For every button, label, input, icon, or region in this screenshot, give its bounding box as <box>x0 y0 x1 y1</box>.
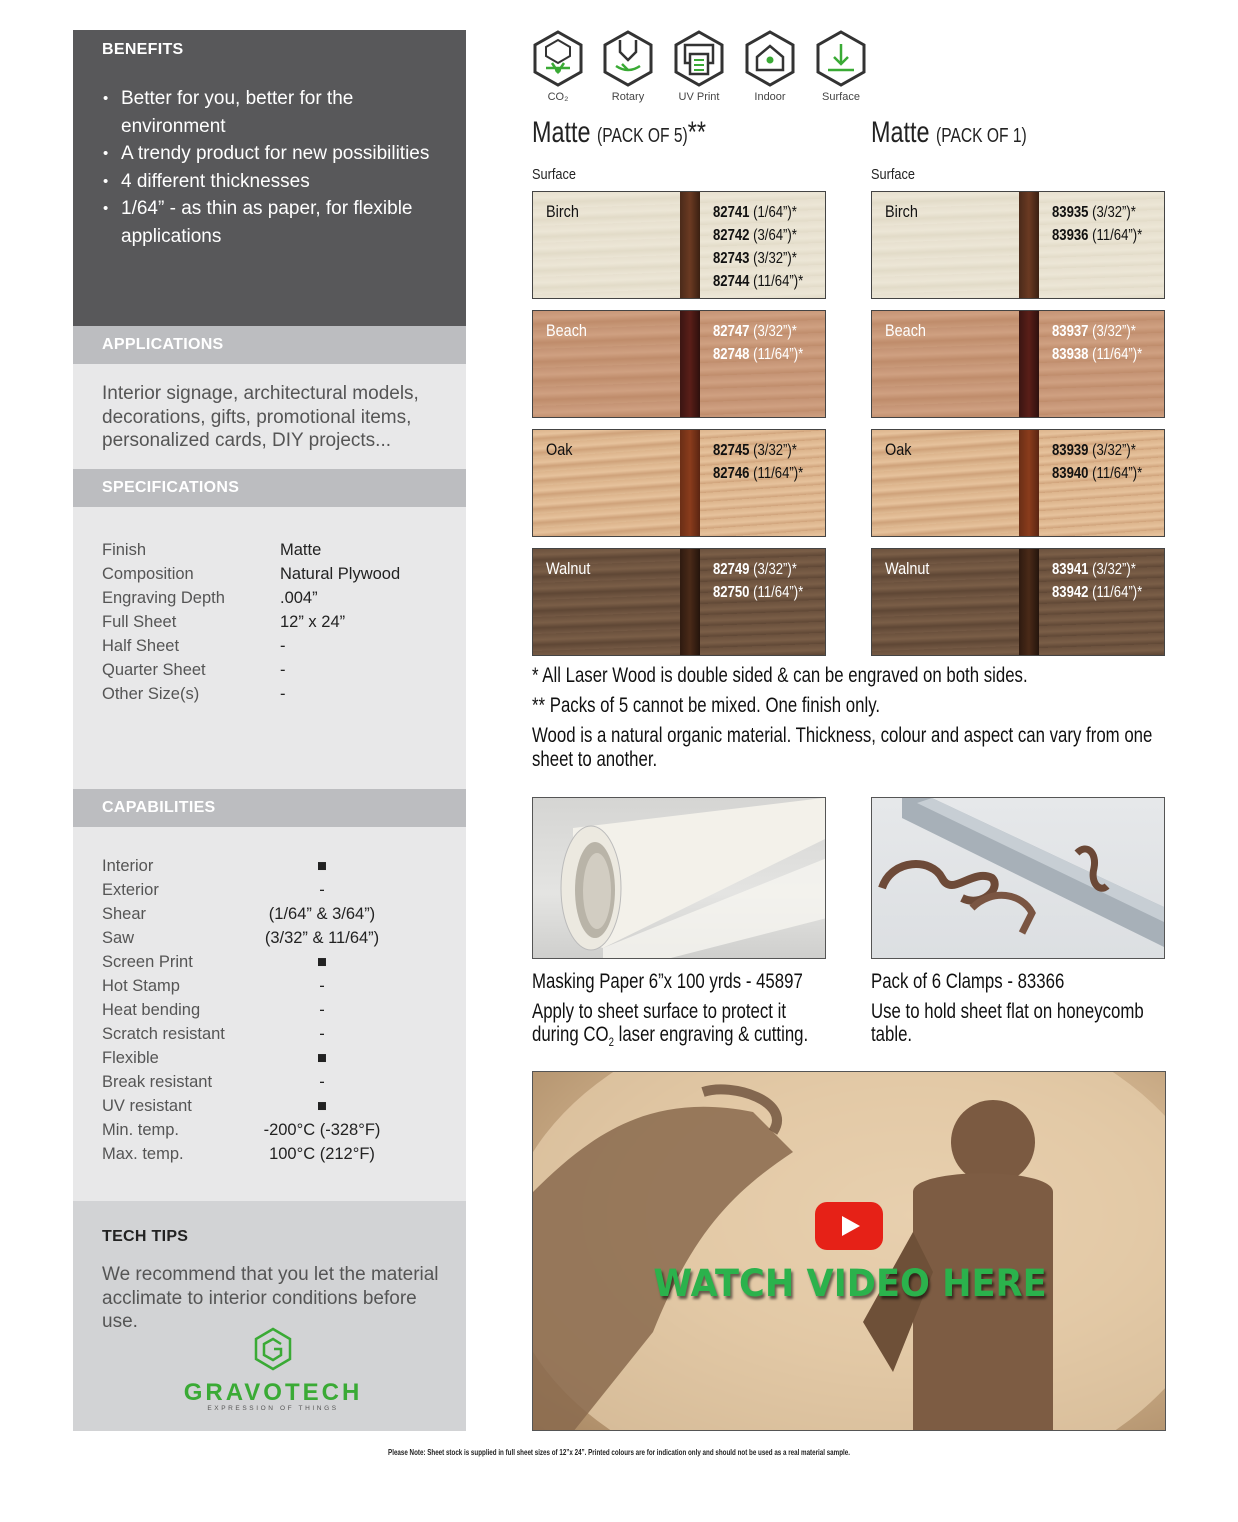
capabilities-table <box>102 857 442 1169</box>
gravotech-logo[interactable] <box>183 1327 363 1417</box>
cap-row <box>102 953 442 977</box>
cap-value: (3/32” & 11/64”) <box>264 929 380 947</box>
icon-label: Surface <box>822 91 860 103</box>
swatch-codes: 82745 (3/32”)* 82746 (11/64”)* <box>713 442 804 482</box>
logo-wordmark: GRAVOTECH <box>183 1379 363 1406</box>
icon-label: Rotary <box>611 91 645 103</box>
cap-row <box>102 1001 442 1025</box>
spec-row <box>102 613 442 637</box>
spec-value: Natural Plywood <box>280 565 401 583</box>
spec-row <box>102 541 442 565</box>
note-line: Wood is a natural organic material. Thickness, colour and aspect can vary from one sheet to another. <box>532 724 1153 771</box>
spec-row <box>102 589 442 613</box>
spec-key: Other Size(s) <box>102 685 200 703</box>
capabilities-header <box>73 789 466 827</box>
specifications-title: SPECIFICATIONS <box>102 479 240 496</box>
note-line: ** Packs of 5 cannot be mixed. One finish only. <box>532 694 881 717</box>
cap-row <box>102 977 442 1001</box>
pack1-heading <box>871 116 1071 150</box>
cap-value: ■ <box>317 857 327 875</box>
cap-value: - <box>319 1073 325 1091</box>
swatch-codes: 83937 (3/32”)* 83938 (11/64”)* <box>1052 323 1143 363</box>
spec-value: - <box>280 685 286 703</box>
swatch-wood-name: Beach <box>885 321 926 340</box>
cap-key: Hot Stamp <box>102 977 180 995</box>
pack5-heading <box>532 116 755 150</box>
swatch-wood-name: Walnut <box>546 559 591 578</box>
spec-value: Matte <box>280 541 322 559</box>
swatch-wood-name: Birch <box>885 202 918 221</box>
swatch-oak[interactable] <box>871 429 1165 537</box>
cap-key: Min. temp. <box>102 1121 180 1139</box>
swatch-wood-name: Oak <box>546 440 573 459</box>
clamps-image[interactable] <box>871 797 1165 959</box>
clamps-title: Pack of 6 Clamps - 83366 <box>871 970 1065 993</box>
pack5-title: Matte (PACK OF 5)** <box>532 116 706 149</box>
spec-value: - <box>280 637 286 655</box>
video-thumbnail[interactable] <box>532 1071 1166 1431</box>
swatch-walnut[interactable] <box>871 548 1165 656</box>
swatch-wood-name: Birch <box>546 202 579 221</box>
icon-label: CO₂ <box>547 91 569 103</box>
swatch-codes: 82741 (1/64”)* 82742 (3/64”)* 82743 (3/32”)* 82744 (11/64”)* <box>713 204 804 290</box>
spec-row <box>102 685 442 709</box>
left-sidebar <box>73 30 466 1431</box>
swatch-birch[interactable] <box>871 191 1165 299</box>
cap-row <box>102 881 442 905</box>
cap-key: Flexible <box>102 1049 159 1067</box>
spec-key: Finish <box>102 541 147 559</box>
notes <box>532 664 1232 778</box>
cap-value: ■ <box>317 953 327 971</box>
clamps-desc: Use to hold sheet flat on honeycomb table. <box>871 999 1144 1046</box>
logo-tagline: EXPRESSION OF THINGS <box>207 1405 339 1412</box>
icon-label: Indoor <box>754 91 786 103</box>
benefit-item: • A trendy product for new possibilities <box>103 140 453 168</box>
spec-value: .004” <box>280 589 318 607</box>
cap-value: 100°C (212°F) <box>269 1145 375 1163</box>
cap-key: Scratch resistant <box>102 1025 225 1043</box>
spec-key: Engraving Depth <box>102 589 225 607</box>
cap-value: - <box>319 1001 325 1019</box>
swatch-wood-name: Beach <box>546 321 587 340</box>
cap-row <box>102 1025 442 1049</box>
cap-row <box>102 905 442 929</box>
cap-value: - <box>319 1025 325 1043</box>
cap-key: Shear <box>102 905 147 923</box>
spec-value: - <box>280 661 286 679</box>
uv-print-icon <box>669 30 729 108</box>
swatch-codes: 83939 (3/32”)* 83940 (11/64”)* <box>1052 442 1143 482</box>
applications-text: Interior signage, architectural models, decorations, gifts, promotional items, personalized cards, DIY projects... <box>102 383 419 451</box>
cap-row <box>102 1121 442 1145</box>
swatch-codes: 82747 (3/32”)* 82748 (11/64”)* <box>713 323 804 363</box>
spec-row <box>102 565 442 589</box>
capabilities-title: CAPABILITIES <box>102 799 216 816</box>
masking-paper-text <box>532 970 836 1055</box>
swatch-oak[interactable] <box>532 429 826 537</box>
specifications-header <box>73 469 466 507</box>
capability-icons <box>528 30 868 110</box>
pack5-surface-label: Surface <box>532 166 576 183</box>
cap-value: ■ <box>317 1097 327 1115</box>
swatch-birch[interactable] <box>532 191 826 299</box>
masking-title: Masking Paper 6”x 100 yrds - 45897 <box>532 970 803 993</box>
icon-label: UV Print <box>678 91 720 103</box>
clamps-text <box>871 970 1175 1047</box>
swatch-wood-name: Oak <box>885 440 912 459</box>
cap-value: ■ <box>317 1049 327 1067</box>
spec-key: Quarter Sheet <box>102 661 206 679</box>
cap-value: -200°C (-328°F) <box>263 1121 381 1139</box>
note-line: * All Laser Wood is double sided & can be engraved on both sides. <box>532 664 1028 687</box>
cap-key: UV resistant <box>102 1097 192 1115</box>
applications-header <box>73 326 466 364</box>
benefit-item: • 4 different thicknesses <box>103 168 453 196</box>
spec-value: 12” x 24” <box>280 613 346 631</box>
cap-key: Saw <box>102 929 135 947</box>
masking-paper-image[interactable] <box>532 797 826 959</box>
play-button-icon[interactable] <box>815 1202 883 1250</box>
swatch-codes: 83941 (3/32”)* 83942 (11/64”)* <box>1052 561 1143 601</box>
cap-row <box>102 1073 442 1097</box>
gravotech-hex-icon <box>183 1327 363 1379</box>
spec-key: Full Sheet <box>102 613 177 631</box>
cap-key: Heat bending <box>102 1001 201 1019</box>
cap-row <box>102 1097 442 1121</box>
cap-key: Interior <box>102 857 154 875</box>
co2-icon <box>528 30 588 108</box>
masking-desc-line2: during $CO_2$ laser engraving & cutting. <box>532 1023 809 1050</box>
applications-title: APPLICATIONS <box>102 336 224 353</box>
cap-row <box>102 1145 442 1169</box>
benefit-item: • 1/64” - as thin as paper, for flexible applications <box>103 195 453 250</box>
cap-value: - <box>319 977 325 995</box>
cap-value: (1/64” & 3/64”) <box>268 905 376 923</box>
pack1-surface-label: Surface <box>871 166 915 183</box>
watch-video-label[interactable]: WATCH VIDEO HERE <box>653 1262 1047 1305</box>
rotary-icon <box>598 30 658 108</box>
benefits-panel <box>73 30 466 326</box>
swatch-codes: 82749 (3/32”)* 82750 (11/64”)* <box>713 561 804 601</box>
benefit-item: • Better for you, better for the environment <box>103 85 453 140</box>
benefits-list <box>103 85 453 250</box>
spec-key: Composition <box>102 565 194 583</box>
benefits-title: BENEFITS <box>102 41 184 58</box>
cap-key: Exterior <box>102 881 159 899</box>
surface-icon <box>811 30 871 108</box>
cap-row <box>102 929 442 953</box>
cap-row <box>102 857 442 881</box>
spec-row <box>102 661 442 685</box>
swatch-walnut[interactable] <box>532 548 826 656</box>
pack1-title: Matte (PACK OF 1) <box>871 116 1027 149</box>
tech-tips-panel <box>73 1201 466 1431</box>
cap-row <box>102 1049 442 1073</box>
footnote: Please Note: Sheet stock is supplied in full sheet sizes of 12”x 24”. Printed colours are for indication only and should not be used as a real material sample. <box>388 1448 850 1457</box>
masking-desc-line1: Apply to sheet surface to protect it <box>532 999 787 1023</box>
cap-key: Screen Print <box>102 953 193 971</box>
swatch-beach[interactable] <box>871 310 1165 418</box>
cap-key: Max. temp. <box>102 1145 184 1163</box>
cap-key: Break resistant <box>102 1073 213 1091</box>
indoor-icon <box>740 30 800 108</box>
cap-value: - <box>319 881 325 899</box>
specifications-table <box>102 541 442 709</box>
swatch-wood-name: Walnut <box>885 559 930 578</box>
tech-tips-text: We recommend that you let the material acclimate to interior conditions before use. <box>102 1264 439 1332</box>
spec-key: Half Sheet <box>102 637 180 655</box>
spec-row <box>102 637 442 661</box>
swatch-codes: 83935 (3/32”)* 83936 (11/64”)* <box>1052 204 1143 244</box>
tech-tips-title: TECH TIPS <box>102 1228 189 1245</box>
swatch-beach[interactable] <box>532 310 826 418</box>
